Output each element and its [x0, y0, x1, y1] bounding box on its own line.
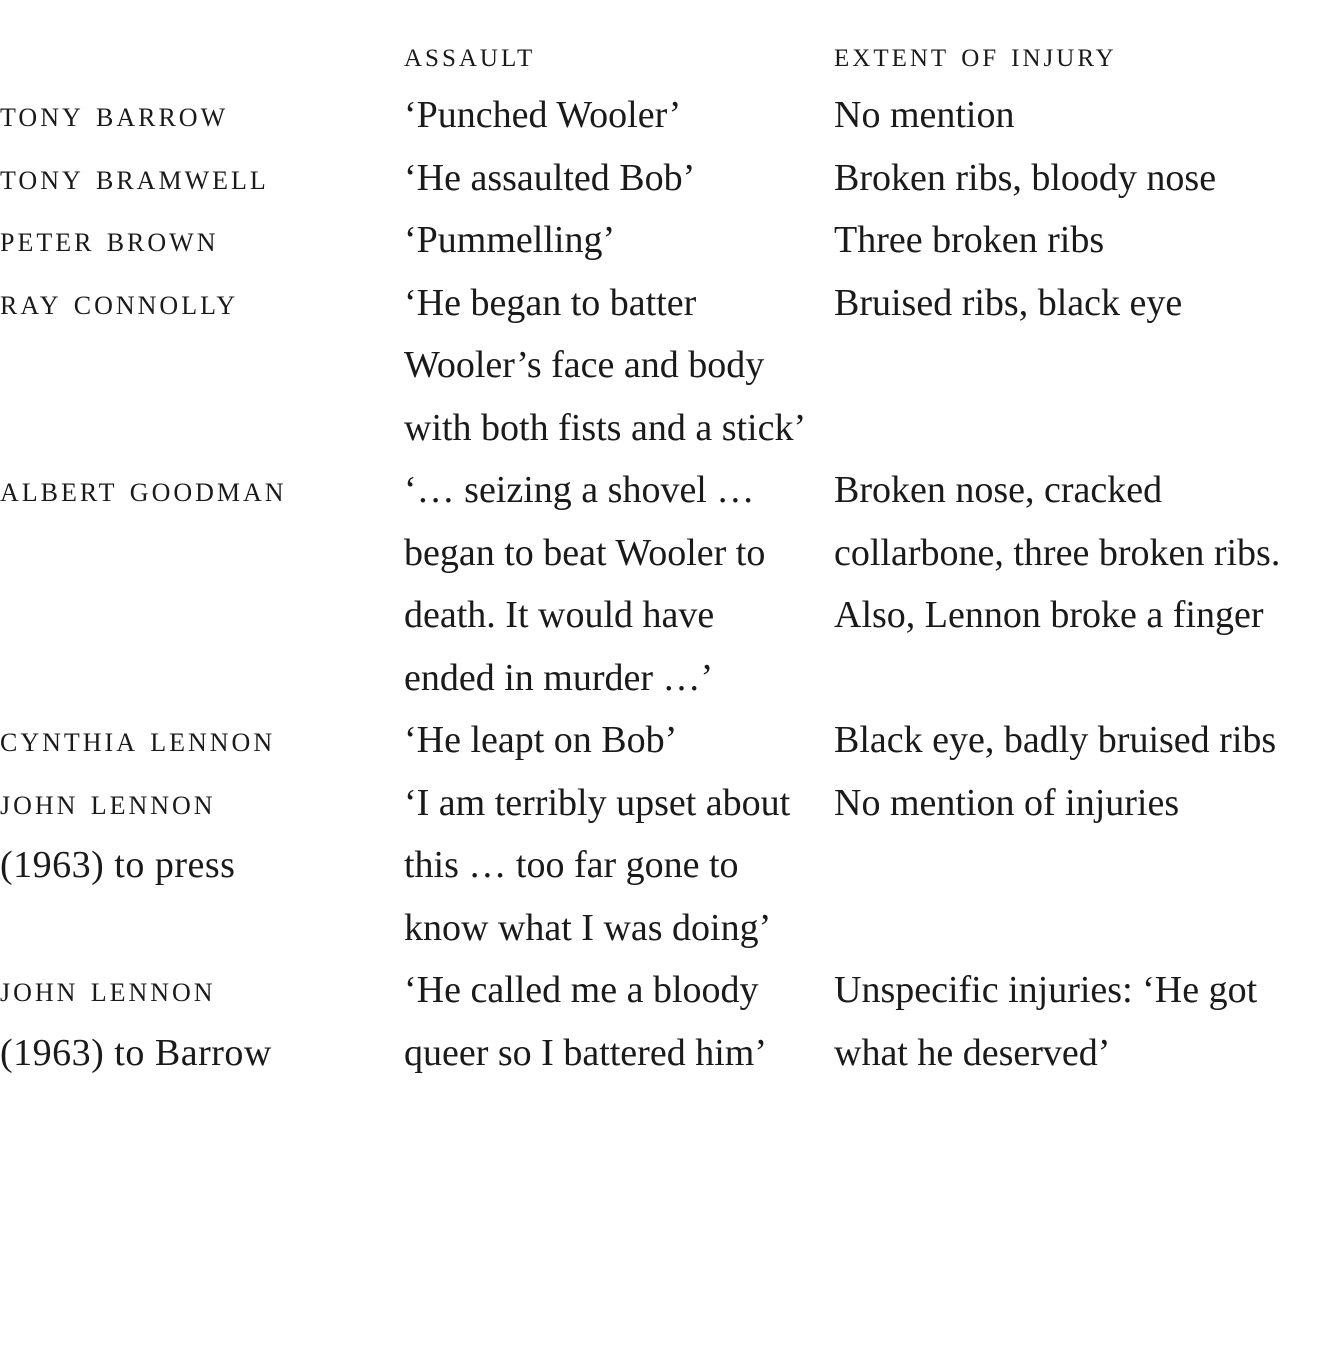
source-name: albert goodman: [0, 469, 287, 510]
source-name: tony barrow: [0, 94, 229, 135]
table-row: [0, 147, 1323, 210]
table-row: [0, 209, 1323, 272]
injury-description: Unspecific injuries: ‘He got what he deserved’: [834, 969, 1258, 1074]
assault-description: ‘I am terribly upset about this … too far gone to know what I was doing’: [404, 781, 791, 949]
table-row: [0, 959, 1323, 1084]
source-name: tony bramwell: [0, 156, 269, 198]
assault-description: ‘Pummelling’: [404, 219, 616, 261]
source-name: cynthia lennon: [0, 719, 276, 760]
assault-description: ‘He leapt on Bob’: [404, 719, 678, 761]
assault-description: ‘Punched Wooler’: [404, 94, 682, 136]
table-row: [0, 772, 1323, 960]
injury-description: Broken nose, cracked collarbone, three broken ribs. Also, Lennon broke a finger: [834, 469, 1281, 636]
assault-description: ‘He began to batter Wooler’s face and body with both fists and a stick’: [404, 281, 807, 449]
assault-description: ‘He called me a bloody queer so I battered him’: [404, 969, 767, 1074]
source-note: (1963) to press: [0, 844, 236, 886]
injury-description: No mention: [834, 94, 1015, 136]
source-name: john lennon: [0, 781, 216, 823]
source-name-cell: [0, 772, 404, 960]
source-name: peter brown: [0, 219, 219, 260]
injury-description: Three broken ribs: [834, 219, 1105, 261]
header-assault: assault: [404, 34, 536, 74]
injury-description: Broken ribs, bloody nose: [834, 156, 1217, 199]
table-header-row: [0, 0, 1323, 84]
table-row: [0, 84, 1323, 147]
header-injury: extent of injury: [834, 34, 1117, 74]
source-note: (1963) to Barrow: [0, 1031, 272, 1074]
assault-description: ‘… seizing a shovel … began to beat Wooler to death. It would have ended in murder …’: [404, 469, 766, 699]
source-name-cell: [0, 959, 404, 1084]
header-source: [0, 24, 404, 84]
injury-description: Bruised ribs, black eye: [834, 281, 1183, 324]
source-name: john lennon: [0, 969, 216, 1010]
assault-description: ‘He assaulted Bob’: [404, 156, 696, 199]
table-row: [0, 459, 1323, 709]
injury-description: No mention of injuries: [834, 781, 1180, 824]
injury-description: Black eye, badly bruised ribs: [834, 719, 1277, 761]
table-row: [0, 272, 1323, 460]
table-row: [0, 709, 1323, 772]
source-name: ray connolly: [0, 281, 239, 323]
